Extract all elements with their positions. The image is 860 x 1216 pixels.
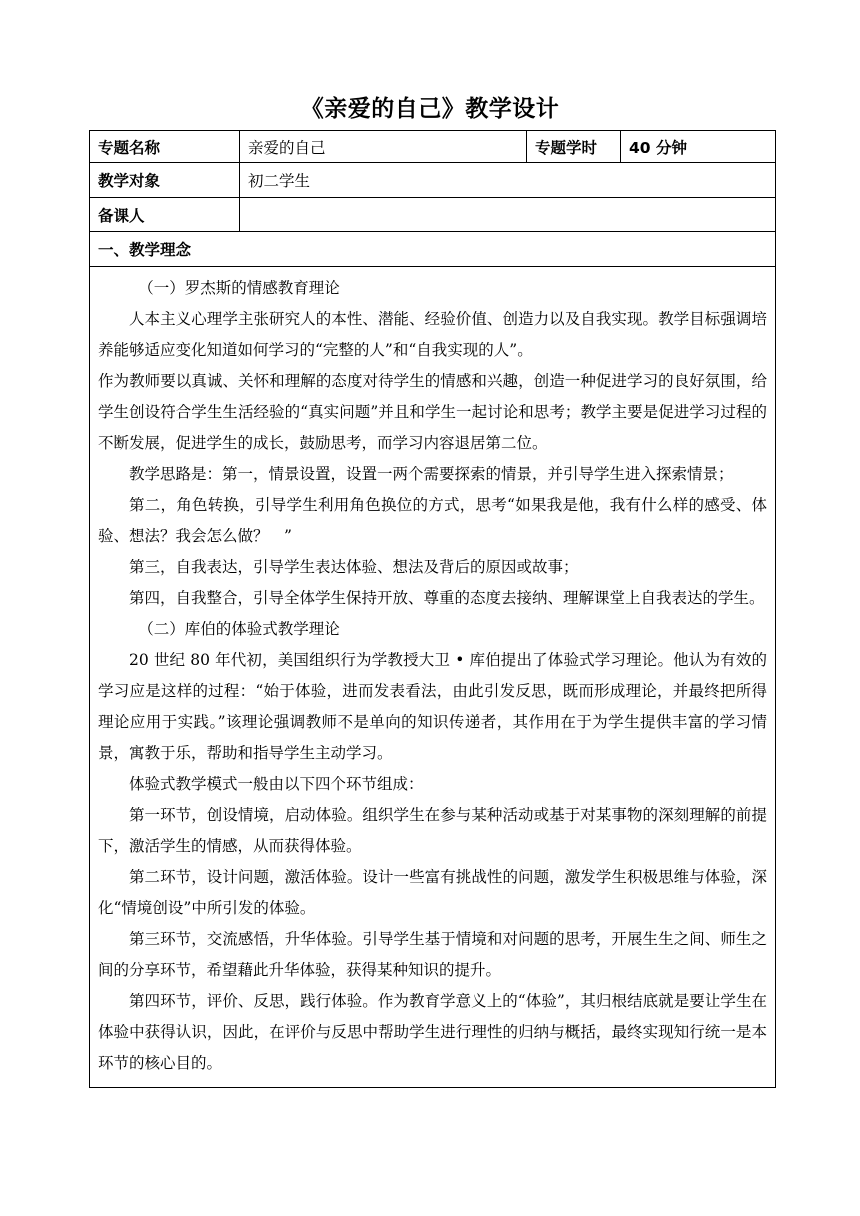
subheading-rogers: （一）罗杰斯的情感教育理论 bbox=[138, 279, 340, 297]
audience-label: 教学对象 bbox=[90, 163, 240, 198]
paragraph: 作为教师要以真诚、关怀和理解的态度对待学生的情感和兴趣，创造一种促进学习的良好氛围，给学生创设符合学生生活经验的“真实问题”并且和学生一起讨论和思考；教学主要是促进学习过程的不断发展，促进学生的成长，鼓励思考，而学习内容退居第二位。 bbox=[98, 372, 767, 452]
topic-value: 亲爱的自己 bbox=[240, 131, 527, 163]
paragraph: 第一环节，创设情境，启动体验。组织学生在参与某种活动或基于对某事物的深刻理解的前提下，激活学生的情感，从而获得体验。 bbox=[98, 806, 767, 855]
paragraph: 第三环节，交流感悟，升华体验。引导学生基于情境和对问题的思考，开展生生之间、师生之间的分享环节，希望藉此升华体验，获得某种知识的提升。 bbox=[98, 930, 767, 979]
preparer-label: 备课人 bbox=[90, 198, 240, 232]
paragraph: 第二环节，设计问题，激活体验。设计一些富有挑战性的问题，激发学生积极思维与体验，深化“情境创设”中所引发的体验。 bbox=[98, 868, 767, 917]
subheading-kolb: （二）库伯的体验式教学理论 bbox=[138, 620, 340, 638]
topic-label: 专题名称 bbox=[90, 131, 240, 163]
audience-value: 初二学生 bbox=[240, 163, 776, 198]
preparer-value bbox=[240, 198, 776, 232]
paragraph: 教学思路是：第一，情景设置，设置一两个需要探索的情景，并引导学生进入探索情景； bbox=[129, 465, 734, 483]
paragraph: 人本主义心理学主张研究人的本性、潜能、经验价值、创造力以及自我实现。教学目标强调培养能够适应变化知道如何学习的“完整的人”和“自我实现的人”。 bbox=[98, 310, 767, 359]
table-row bbox=[90, 198, 776, 232]
table-row bbox=[90, 267, 776, 1088]
section-content bbox=[90, 267, 776, 1088]
paragraph: 第四，自我整合，引导全体学生保持开放、尊重的态度去接纳、理解课堂上自我表达的学生。 bbox=[129, 589, 765, 607]
paragraph: 第二，角色转换，引导学生利用角色换位的方式，思考“如果我是他，我有什么样的感受、体验、想法？我会怎么做？ ” bbox=[98, 496, 767, 545]
paragraph: 20 世纪 80 年代初，美国组织行为学教授大卫 • 库伯提出了体验式学习理论。他认为有效的学习应是这样的过程：“始于体验，进而发表看法，由此引发反思，既而形成理论，并最终把所得理论应用于实践。”该理论强调教师不是单向的知识传递者，其作用在于为学生提供丰富的学习情景，寓教于乐，帮助和指导学生主动学习。 bbox=[98, 651, 767, 762]
paragraph: 第三，自我表达，引导学生表达体验、想法及背后的原因或故事； bbox=[129, 558, 579, 576]
table-row bbox=[90, 131, 776, 163]
paragraph: 第四环节，评价、反思，践行体验。作为教育学意义上的“体验”，其归根结底就是要让学生在体验中获得认识，因此，在评价与反思中帮助学生进行理性的归纳与概括，最终实现知行统一是本环节的核心目的。 bbox=[98, 992, 767, 1072]
lesson-plan-table bbox=[89, 130, 776, 1088]
table-row bbox=[90, 232, 776, 267]
table-row bbox=[90, 163, 776, 198]
section-heading: 一、教学理念 bbox=[90, 232, 776, 267]
hours-label: 专题学时 bbox=[527, 131, 621, 163]
hours-value: 40 分钟 bbox=[621, 131, 776, 163]
document-title: 《亲爱的自己》教学设计 bbox=[300, 96, 560, 122]
paragraph: 体验式教学模式一般由以下四个环节组成： bbox=[129, 775, 424, 793]
